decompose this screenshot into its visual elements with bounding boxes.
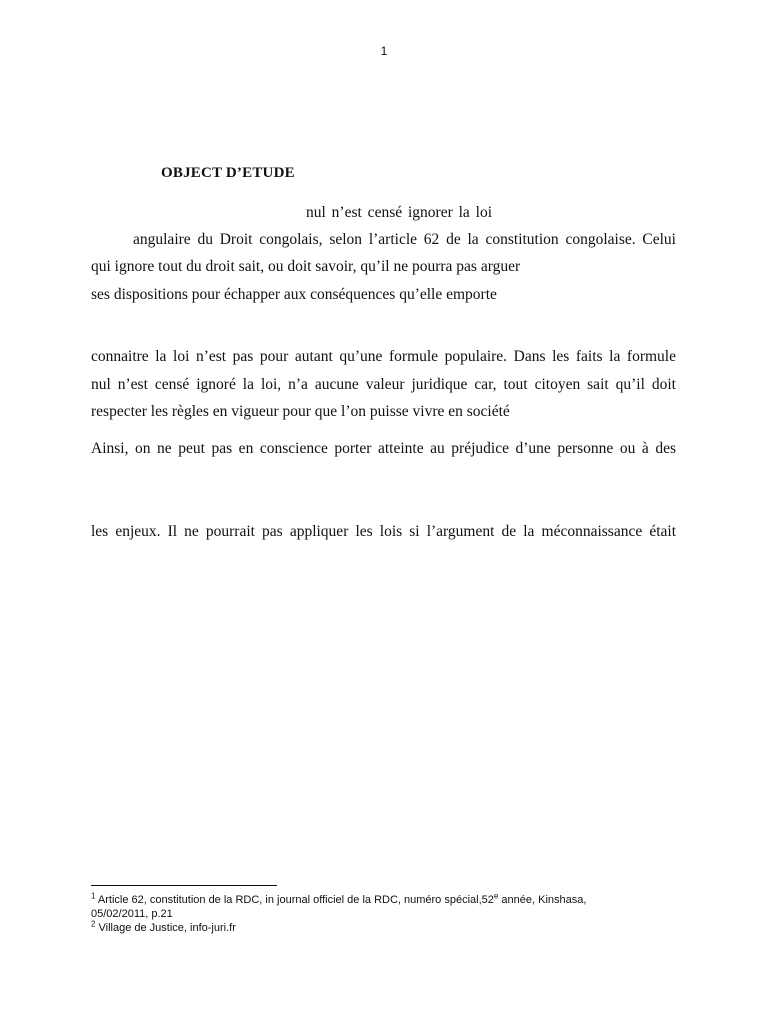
footnote-marker: 2	[91, 919, 96, 929]
body-line: connaitre la loi n’est pas pour autant qu’une formule populaire. Dans les faits la formule	[91, 348, 676, 365]
footnote-marker: 1	[91, 891, 96, 901]
footnote-text: année, Kinshasa, 05/02/2011, p.21	[91, 894, 587, 920]
body-line: les enjeux. Il ne pourrait pas appliquer les lois si l’argument de la méconnaissance était	[91, 523, 676, 540]
body-line: angulaire du Droit congolais, selon l’article 62 de la constitution congolaise. Celui	[133, 231, 676, 248]
body-line: ses dispositions pour échapper aux conséquences qu’elle emporte	[91, 286, 497, 303]
body-line: qui ignore tout du droit sait, ou doit savoir, qu’il ne pourra pas arguer	[91, 258, 521, 275]
section-heading: OBJECT D’ETUDE	[161, 165, 295, 181]
body-line: respecter les règles en vigueur pour que l’on puisse vivre en société	[91, 403, 510, 420]
body-line: Ainsi, on ne peut pas en conscience porter atteinte au préjudice d’une personne ou à des	[91, 440, 676, 457]
body-line: nul n’est censé ignoré la loi, n’a aucune valeur juridique car, tout citoyen sait qu’il doit	[91, 376, 676, 393]
footnote-superscript: e	[493, 891, 499, 901]
footnote-1	[91, 893, 631, 921]
footnote-text: Village de Justice, info-juri.fr	[95, 922, 236, 934]
footnote-separator	[91, 885, 277, 886]
footnote-2	[91, 921, 631, 935]
footnote-text: Article 62, constitution de la RDC, in journal officiel de la RDC, numéro spécial,52	[95, 894, 494, 906]
body-line: nul n’est censé ignorer la loi	[306, 204, 493, 221]
page-number: 1	[380, 44, 388, 58]
